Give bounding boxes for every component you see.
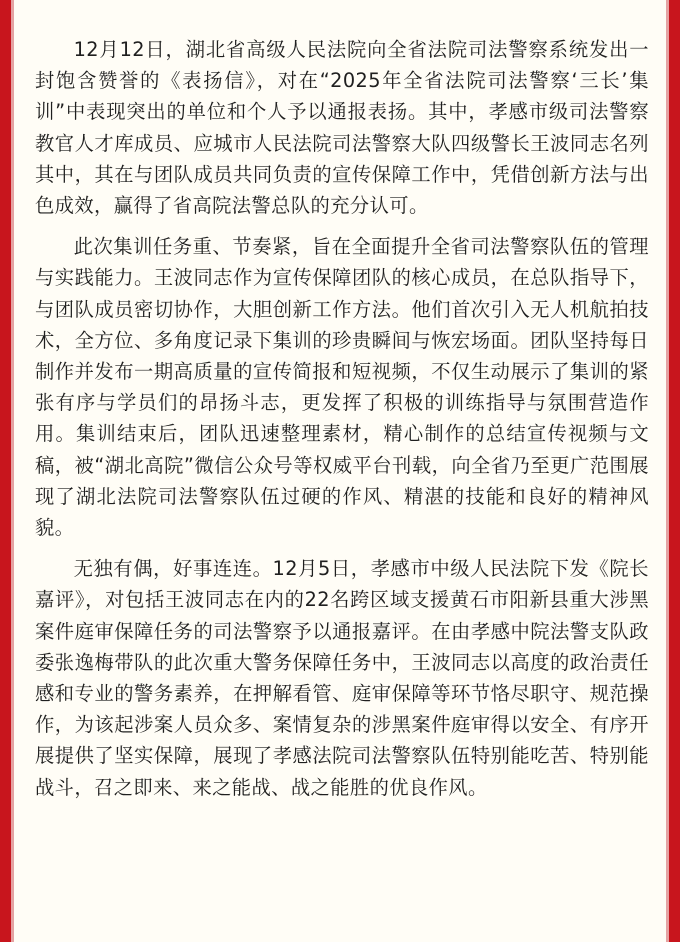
article-body [35,34,649,803]
article-paragraph-3: 无独有偶，好事连连。12月5日，孝感市中级人民法院下发《院长嘉评》，对包括王波同志在内的22名跨区域支援黄石市阳新县重大涉黑案件庭审保障任务的司法警察予以通报嘉评。在由孝感中院法警支队政委张逸梅带队的此次重大警务保障任务中，王波同志以高度的政治责任感和专业的警务素养，在押解看管、庭审保障等环节恪尽职守、规范操作，为该起涉案人员众多、案情复杂的涉黑案件庭审得以安全、有序开展提供了坚实保障，展现了孝感法院司法警察队伍特别能吃苦、特别能战斗，召之即来、来之能战、战之能胜的优良作风。 [35,557,649,799]
article-paragraph-1: 12月12日，湖北省高级人民法院向全省法院司法警察系统发出一封饱含赞誉的《表扬信》，对在“2025年全省法院司法警察‘三长’集训”中表现突出的单位和个人予以通报表扬。其中，孝感市级司法警察教官人才库成员、应城市人民法院司法警察大队四级警长王波同志名列其中，其在与团队成员共同负责的宣传保障工作中，凭借创新方法与出色成效，赢得了省高院法警总队的充分认可。 [35,38,649,218]
article-paragraph-2: 此次集训任务重、节奏紧，旨在全面提升全省司法警察队伍的管理与实践能力。王波同志作为宣传保障团队的核心成员，在总队指导下，与团队成员密切协作，大胆创新工作方法。他们首次引入无人机航拍技术，全方位、多角度记录下集训的珍贵瞬间与恢宏场面。团队坚持每日制作并发布一期高质量的宣传简报和短视频，不仅生动展示了集训的紧张有序与学员们的昂扬斗志，更发挥了积极的训练指导与氛围营造作用。集训结束后，团队迅速整理素材，精心制作的总结宣传视频与文稿，被“湖北高院”微信公众号等权威平台刊载，向全省乃至更广范围展现了湖北法院司法警察队伍过硬的作风、精湛的技能和良好的精神风貌。 [35,235,649,540]
article-panel [11,0,669,942]
